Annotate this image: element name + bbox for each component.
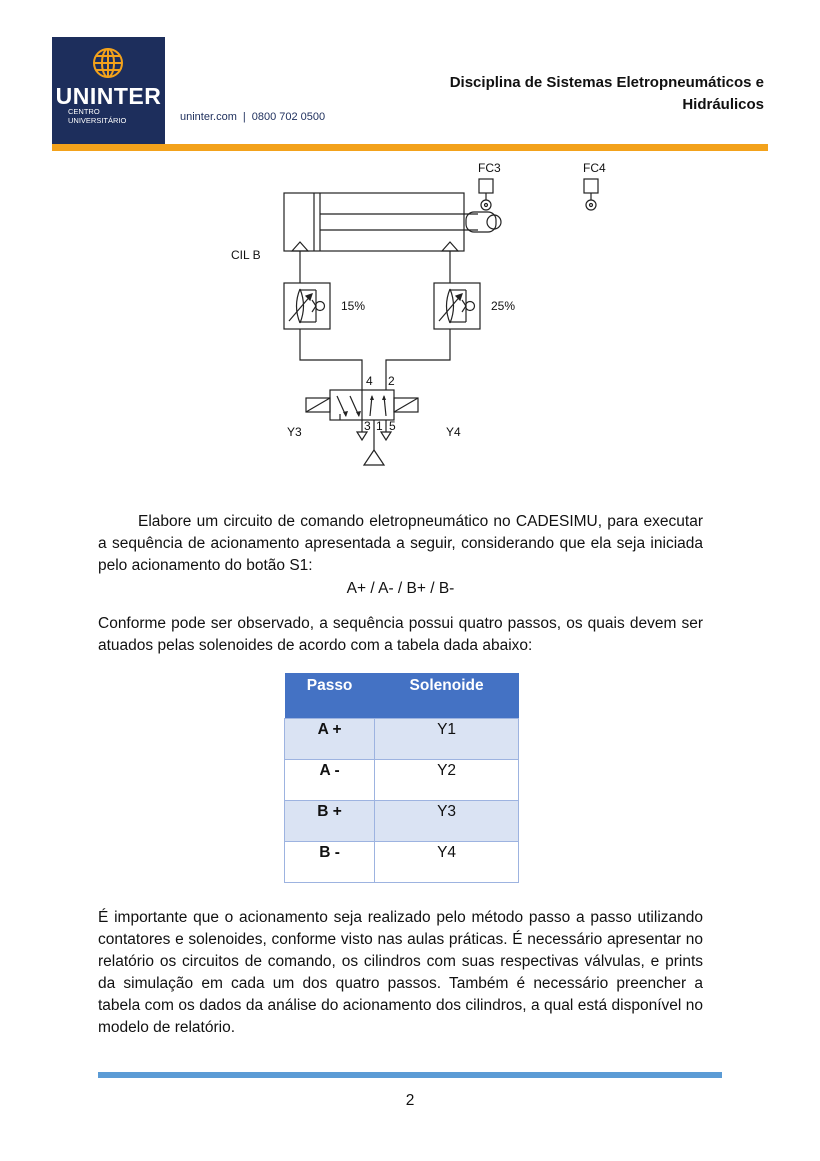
website-text: uninter.com xyxy=(180,111,237,123)
fc4-label: FC4 xyxy=(583,161,606,175)
solenoid-table xyxy=(284,673,519,883)
solenoid-y3-label: Y3 xyxy=(287,425,302,439)
table-cell-step: A + xyxy=(285,719,375,760)
table-row xyxy=(285,760,519,801)
table-cell-step: A - xyxy=(285,760,375,801)
pneumatic-diagram xyxy=(0,150,820,480)
sequence-text: A+ / A- / B+ / B- xyxy=(346,580,455,597)
table-header-solenoide: Solenoide xyxy=(375,673,519,719)
port-4-label: 4 xyxy=(366,374,373,388)
table-cell-solenoid: Y2 xyxy=(375,760,519,801)
table-cell-step: B - xyxy=(285,842,375,883)
table-cell-solenoid: Y3 xyxy=(375,801,519,842)
fc3-label: FC3 xyxy=(478,161,501,175)
page-number: 2 xyxy=(405,1092,415,1109)
course-title-line1: Disciplina de Sistemas Eletropneumáticos e xyxy=(449,74,764,91)
course-title xyxy=(450,72,764,116)
course-title-line2: Hidráulicos xyxy=(682,96,764,113)
table-cell-solenoid: Y1 xyxy=(375,719,519,760)
table-header-passo: Passo xyxy=(285,673,375,719)
uninter-logo xyxy=(52,37,165,144)
cylinder-body xyxy=(284,193,464,251)
phone-text: 0800 702 0500 xyxy=(251,111,326,123)
fc4-switch xyxy=(584,179,598,193)
requirements-paragraph: É importante que o acionamento seja realizado pelo método passo a passo utilizando contatores e solenoides, conforme visto nas aulas práticas. É necessário apresentar no relatório os circuitos de comando, os cilindros com suas respectivas válvulas, e prints da simulação em cada um dos quatro passos. Também é necessário preencher a tabela com os dados da análise do acionamento dos cilindros, a qual está disponível no modelo de relatório. xyxy=(98,909,703,1036)
table-row xyxy=(285,801,519,842)
table-header-row xyxy=(285,673,519,719)
table-cell-step: B + xyxy=(285,801,375,842)
logo-wordmark: UNINTER xyxy=(55,83,162,109)
port-2-label: 2 xyxy=(388,374,395,388)
instruction-paragraph xyxy=(98,511,703,577)
logo-sub-line1: CENTRO xyxy=(68,107,100,116)
table-row xyxy=(285,842,519,883)
port-3-label: 3 xyxy=(364,419,371,433)
footer-divider xyxy=(98,1072,722,1078)
instruction-text: Elabore um circuito de comando eletropneumático no CADESIMU, para executar a sequência de acionamento apresentada a seguir, considerando que ela seja iniciada pelo acionamento do botão S1: xyxy=(98,513,703,574)
table-row xyxy=(285,719,519,760)
contact-separator: | xyxy=(242,111,246,123)
cylinder-label: CIL B xyxy=(231,248,261,262)
port-1-label: 1 xyxy=(376,419,383,433)
logo-sub-line2: UNIVERSITÁRIO xyxy=(68,115,127,125)
solenoid-y4-label: Y4 xyxy=(446,425,461,439)
fc3-switch xyxy=(479,179,493,193)
contact-line xyxy=(180,111,325,123)
table-cell-solenoid: Y4 xyxy=(375,842,519,883)
port-5-label: 5 xyxy=(389,419,396,433)
steps-paragraph: Conforme pode ser observado, a sequência possui quatro passos, os quais devem ser atuados pelas solenoides de acordo com a tabela dada abaixo: xyxy=(98,615,703,654)
logo-subtitle xyxy=(68,108,126,125)
right-valve-percent: 25% xyxy=(491,299,516,313)
left-valve-percent: 15% xyxy=(341,299,366,313)
